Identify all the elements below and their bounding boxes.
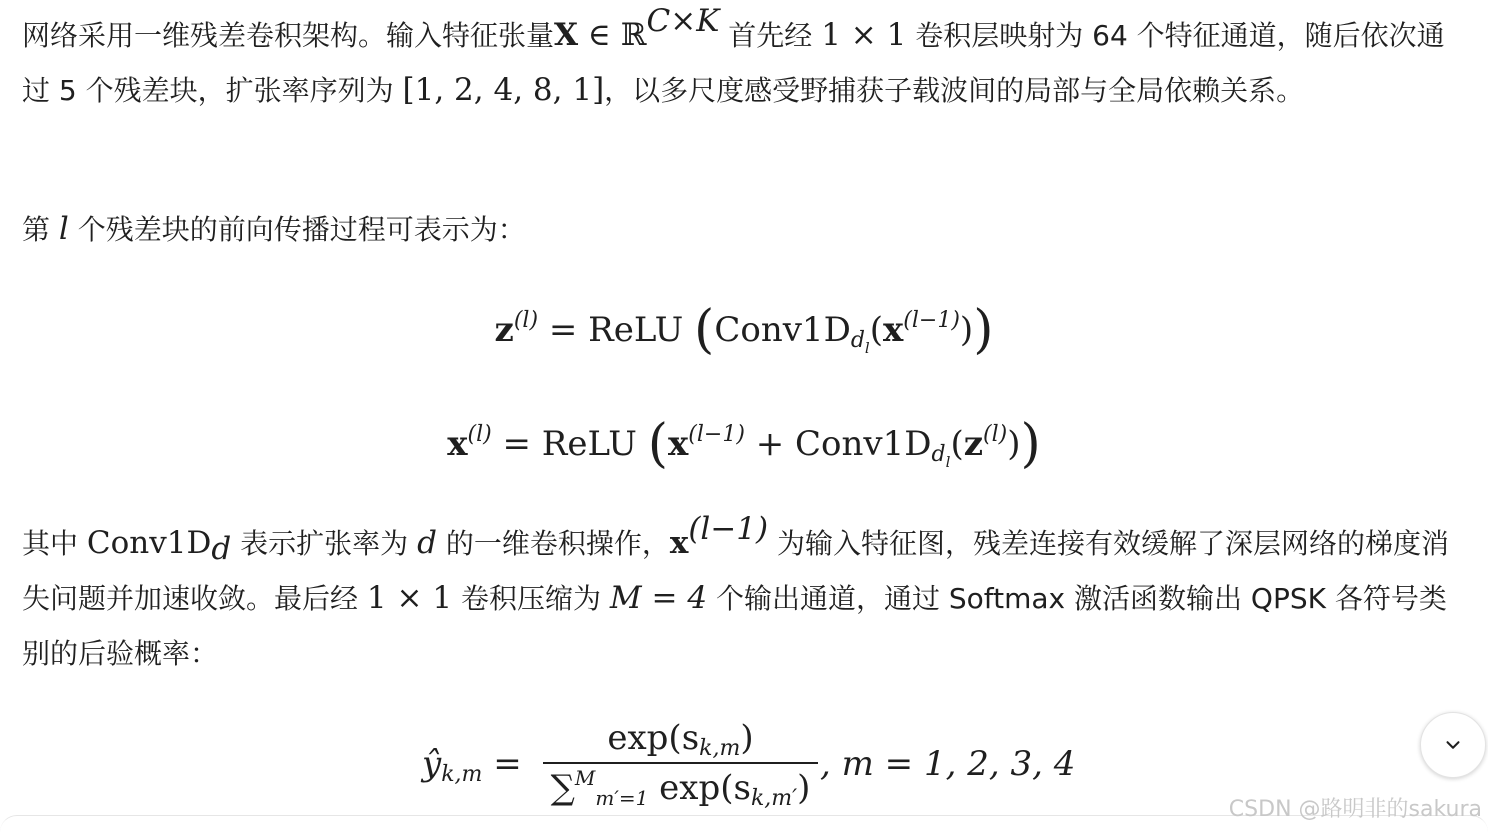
eq-sym: l	[945, 453, 951, 471]
text: 表示扩张率为	[240, 527, 409, 560]
eq-sym: = ReLU	[491, 424, 648, 464]
equation-z: $z^{(l)}$ = ReLU $(Conv1D_{d_l}(x^{(l-1)}))$	[494, 300, 994, 360]
eq-sym: (l)	[983, 422, 1008, 447]
text: ，以多尺度感受野捕获子载波间的局部与全局依赖关系。	[604, 74, 1305, 107]
eq-sym: k,m′	[750, 786, 798, 811]
eq-sym: k,m	[441, 762, 483, 787]
eq-sym: = ReLU	[538, 310, 695, 350]
eq-sym: exp(s	[607, 718, 700, 758]
eq-sym: x	[883, 310, 904, 350]
watermark: CSDN @路明非的sakura	[1228, 797, 1482, 822]
paragraph-details	[22, 511, 1466, 681]
eq-sym: (l)	[467, 422, 492, 447]
eq-sym: ŷ	[422, 744, 442, 784]
eq-sym: + Conv1D	[744, 424, 932, 464]
math-x: x	[669, 525, 689, 561]
eq3-numerator	[543, 716, 818, 760]
fraction-bar	[543, 762, 818, 764]
equation-x: $x^{(l)}$ = ReLU ($x^{(l-1)}$ + $Conv1D_{d_l}(z^{(l)})$)	[447, 414, 1041, 474]
math-conv1d: Conv1D	[86, 525, 212, 561]
eq-sym: k,m	[699, 736, 741, 761]
math-in-R: ∈ ℝ	[578, 17, 647, 53]
math-dilation-seq: [1, 2, 4, 8, 1]	[402, 72, 605, 108]
eq-sym: z	[494, 310, 514, 350]
math-d-sub: d	[211, 531, 232, 567]
equation-softmax	[400, 716, 1100, 826]
eq-sym: (l)	[513, 308, 539, 333]
text: 第	[22, 213, 51, 246]
eq-sym: )	[797, 768, 811, 808]
eq-sym: x	[447, 424, 468, 464]
eq-sym: z	[963, 424, 984, 464]
scroll-down-button[interactable]	[1420, 712, 1486, 778]
eq-sym: )	[740, 718, 754, 758]
math-1x1: 1 × 1	[366, 580, 453, 616]
text: 个输出通道，通过 Softmax 激活函数输出 QPSK 各符号类别的后验概率：	[22, 582, 1447, 670]
text: 的一维卷积操作，	[445, 527, 670, 560]
math-1x1: 1 × 1	[821, 17, 907, 53]
eq-sym: l	[864, 339, 870, 357]
eq-sym: =	[482, 744, 522, 784]
eq-sym: x	[668, 424, 689, 464]
paragraph-forward	[22, 202, 1466, 257]
eq-sym: m′=1	[595, 786, 649, 810]
math-l: l	[58, 211, 69, 247]
eq-sym: M	[574, 766, 596, 790]
text: 网络采用一维残差卷积架构。输入特征张量	[22, 19, 555, 52]
math-M-eq: M = 4	[609, 580, 708, 616]
math-d: d	[417, 525, 437, 561]
eq-sym: (l−1)	[688, 422, 745, 447]
math-CxK: C×K	[646, 3, 720, 39]
text: 为输入特征图，残差连接有效缓解了深层网络的梯度消失问题并加速收敛。最后经	[22, 527, 1450, 615]
eq-sym: exp(s	[648, 768, 751, 808]
eq3-lhs	[422, 744, 522, 787]
eq3-rhs: , m = 1, 2, 3, 4	[820, 744, 1076, 784]
text: 其中	[22, 527, 79, 560]
text: 卷积层映射为 64 个特征通道，随后依次通过 5 个残差块，扩张率序列为	[22, 19, 1445, 107]
eq3-fraction	[543, 716, 818, 810]
eq-sym: d	[850, 328, 865, 353]
text: 卷积压缩为	[460, 582, 601, 615]
eq-sym: (l−1)	[903, 308, 960, 333]
paragraph-architecture	[22, 3, 1466, 118]
chevron-down-icon	[1442, 734, 1464, 756]
eq3-denominator	[543, 766, 818, 810]
text: 个残差块的前向传播过程可表示为：	[77, 213, 526, 246]
math-X: X	[554, 17, 579, 53]
text: 首先经	[728, 19, 813, 52]
eq-sym: Conv1D	[714, 310, 851, 350]
eq-sym: d	[931, 442, 946, 467]
eq-sym: ∑	[550, 768, 575, 808]
math-sup: (l−1)	[688, 511, 769, 547]
